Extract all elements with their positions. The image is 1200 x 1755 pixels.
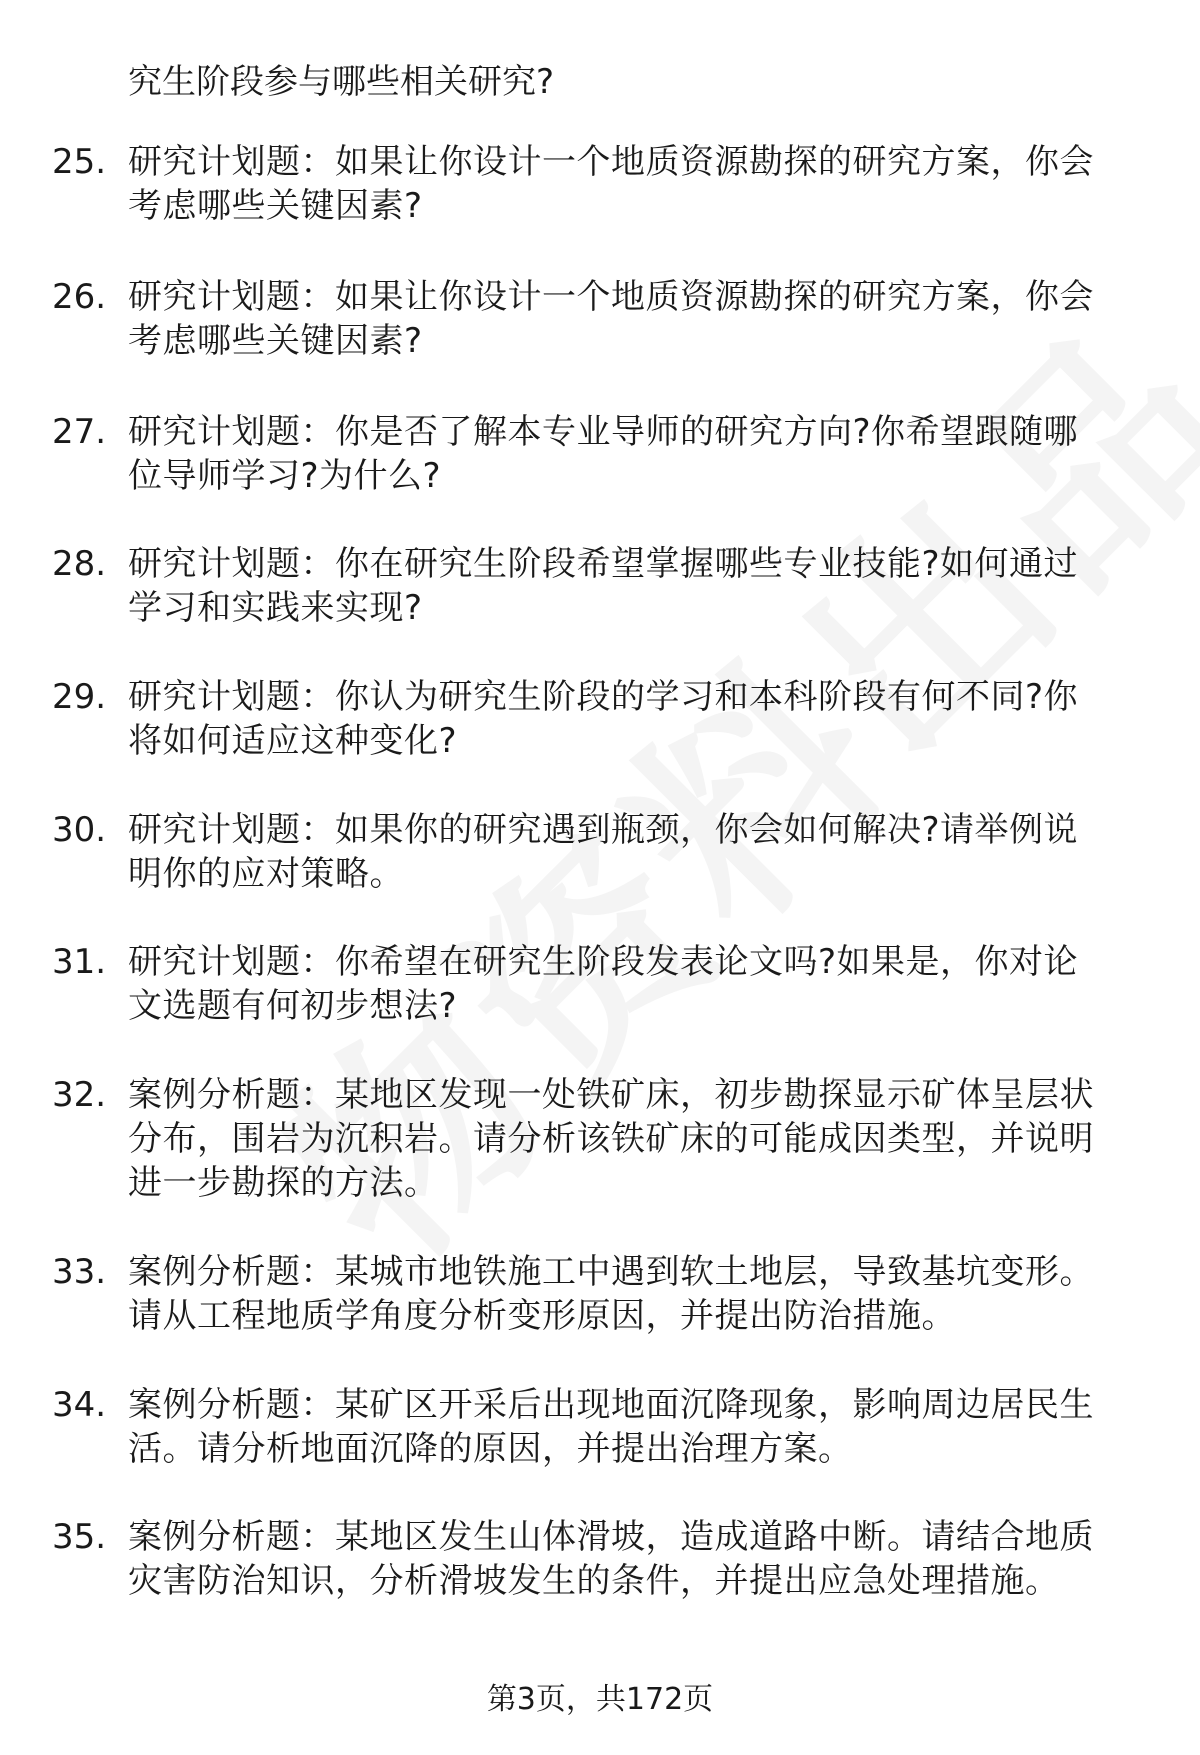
question-line: 研究计划题：你在研究生阶段希望掌握哪些专业技能?如何通过 xyxy=(128,544,1079,584)
question-line: 学习和实践来实现? xyxy=(128,588,423,628)
question-line: 将如何适应这种变化? xyxy=(128,721,458,761)
question-line: 活。请分析地面沉降的原因，并提出治理方案。 xyxy=(128,1429,853,1469)
question-line: 文选题有何初步想法? xyxy=(128,986,458,1026)
question-number: 31. xyxy=(52,942,107,982)
question-line: 进一步勘探的方法。 xyxy=(128,1163,439,1203)
question-line: 明你的应对策略。 xyxy=(128,854,404,894)
question-line: 案例分析题：某地区发现一处铁矿床，初步勘探显示矿体呈层状 xyxy=(128,1075,1094,1115)
question-line: 案例分析题：某城市地铁施工中遇到软土地层，导致基坑变形。 xyxy=(128,1252,1094,1292)
question-number: 34. xyxy=(52,1385,107,1425)
question-text xyxy=(128,542,1138,630)
question-line: 灾害防治知识，分析滑坡发生的条件，并提出应急处理措施。 xyxy=(128,1561,1060,1601)
question-line: 请从工程地质学角度分析变形原因，并提出防治措施。 xyxy=(128,1296,956,1336)
page-footer: 第3页，共172页 xyxy=(486,1682,714,1717)
continuation-text: 究生阶段参与哪些相关研究? xyxy=(128,62,555,102)
question-line: 考虑哪些关键因素? xyxy=(128,321,423,361)
question-line: 考虑哪些关键因素? xyxy=(128,186,423,226)
question-text xyxy=(128,275,1138,363)
question-number: 26. xyxy=(52,277,107,317)
question-text xyxy=(128,940,1138,1028)
question-text xyxy=(128,140,1138,228)
question-line: 研究计划题：你认为研究生阶段的学习和本科阶段有何不同?你 xyxy=(128,677,1079,717)
question-line: 分布，围岩为沉积岩。请分析该铁矿床的可能成因类型，并说明 xyxy=(128,1119,1094,1159)
question-text xyxy=(128,1073,1138,1205)
question-text xyxy=(128,1383,1138,1471)
question-number: 35. xyxy=(52,1517,107,1557)
question-line: 案例分析题：某矿区开采后出现地面沉降现象，影响周边居民生 xyxy=(128,1385,1094,1425)
question-line: 研究计划题：你是否了解本专业导师的研究方向?你希望跟随哪 xyxy=(128,412,1079,452)
question-number: 30. xyxy=(52,810,107,850)
question-line: 研究计划题：如果让你设计一个地质资源勘探的研究方案，你会 xyxy=(128,277,1094,317)
question-number: 29. xyxy=(52,677,107,717)
question-text xyxy=(128,675,1138,763)
question-text xyxy=(128,1250,1138,1338)
question-text xyxy=(128,808,1138,896)
question-line: 研究计划题：如果让你设计一个地质资源勘探的研究方案，你会 xyxy=(128,142,1094,182)
question-line: 研究计划题：如果你的研究遇到瓶颈，你会如何解决?请举例说 xyxy=(128,810,1079,850)
question-text xyxy=(128,1515,1138,1603)
question-line: 位导师学习?为什么? xyxy=(128,456,442,496)
question-number: 28. xyxy=(52,544,107,584)
question-number: 32. xyxy=(52,1075,107,1115)
question-number: 25. xyxy=(52,142,107,182)
question-number: 33. xyxy=(52,1252,107,1292)
question-number: 27. xyxy=(52,412,107,452)
question-line: 案例分析题：某地区发生山体滑坡，造成道路中断。请结合地质 xyxy=(128,1517,1094,1557)
question-line: 研究计划题：你希望在研究生阶段发表论文吗?如果是，你对论 xyxy=(128,942,1079,982)
question-text xyxy=(128,410,1138,498)
